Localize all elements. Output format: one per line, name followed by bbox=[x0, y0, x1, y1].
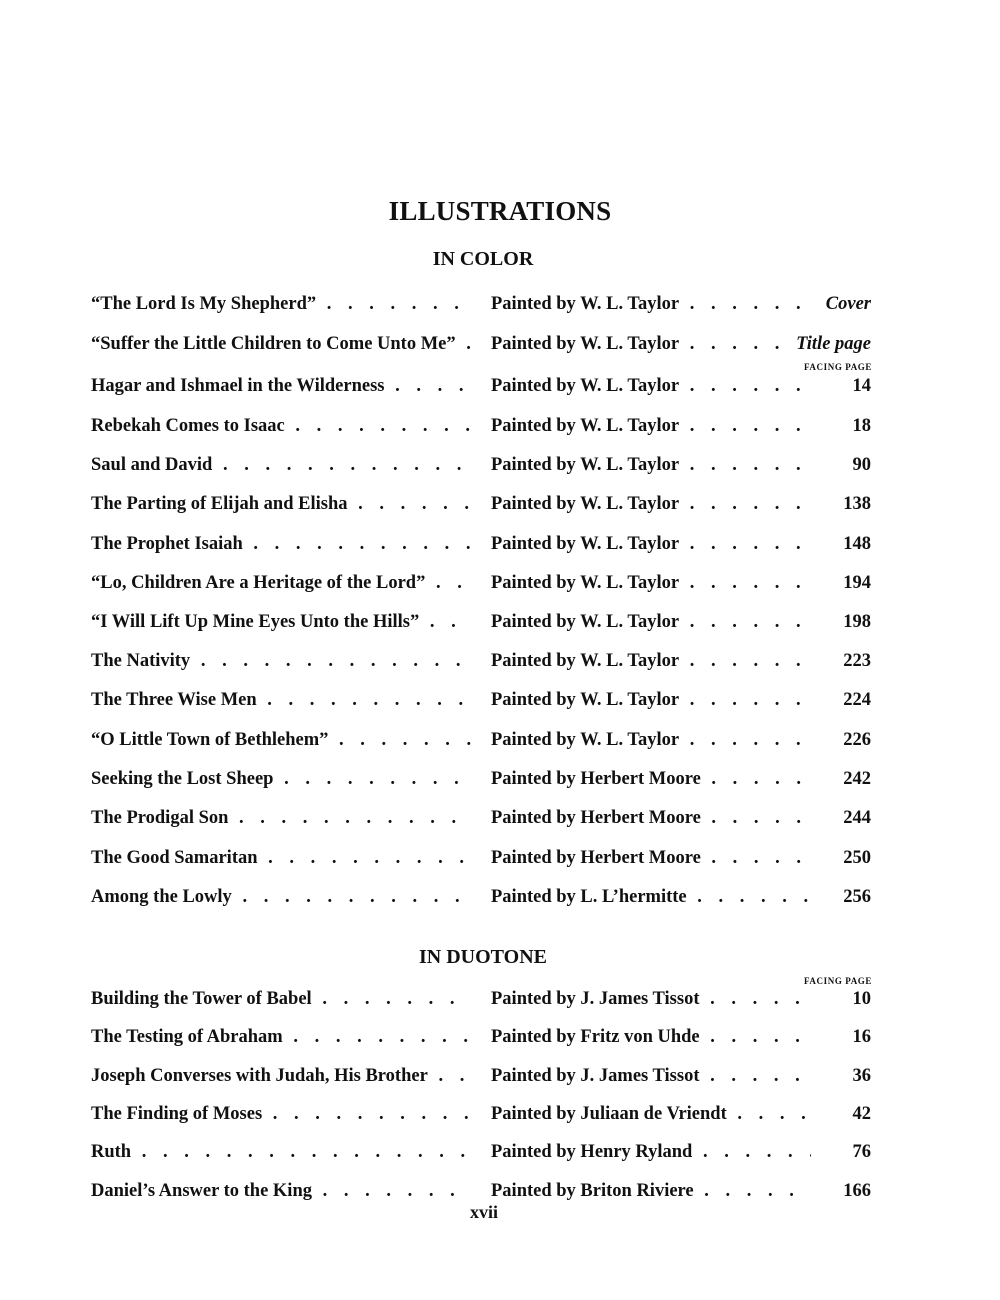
illustration-page: 90 bbox=[847, 453, 872, 477]
illustration-page: 250 bbox=[837, 846, 871, 870]
illustration-entry bbox=[0, 1025, 1000, 1055]
illustration-artist: Painted by Juliaan de Vriendt . . . bbox=[491, 1102, 811, 1126]
illustration-title: “O Little Town of Bethlehem” . . . bbox=[91, 728, 471, 752]
illustration-title: Saul and David . . . bbox=[91, 453, 471, 477]
illustration-page: 224 bbox=[837, 688, 871, 712]
illustration-title: Among the Lowly . . . bbox=[91, 885, 471, 909]
illustration-title: The Finding of Moses . . . bbox=[91, 1102, 471, 1126]
illustration-artist: Painted by W. L. Taylor . . . bbox=[491, 453, 811, 477]
illustration-entry bbox=[0, 374, 1000, 404]
illustration-artist: Painted by J. James Tissot . . . bbox=[491, 1064, 811, 1088]
illustration-artist: Painted by W. L. Taylor . . . bbox=[491, 532, 811, 556]
illustration-page: 194 bbox=[837, 571, 871, 595]
illustration-artist: Painted by W. L. Taylor . . . bbox=[491, 649, 811, 673]
illustration-title: The Good Samaritan . . . bbox=[91, 846, 471, 870]
page-title: ILLUSTRATIONS bbox=[388, 196, 612, 226]
illustration-page: 16 bbox=[847, 1025, 872, 1049]
illustration-artist: Painted by Fritz von Uhde . . . bbox=[491, 1025, 811, 1049]
illustration-page: 244 bbox=[837, 806, 871, 830]
illustration-title: “Suffer the Little Children to Come Unto Me” . . . bbox=[91, 332, 471, 356]
illustration-artist: Painted by W. L. Taylor . . . bbox=[491, 374, 811, 398]
illustration-entry bbox=[0, 1140, 1000, 1170]
illustration-entry bbox=[0, 806, 1000, 836]
facing-page-label-color: FACING PAGE bbox=[803, 362, 872, 372]
illustration-page: 76 bbox=[847, 1140, 872, 1164]
illustration-title: Rebekah Comes to Isaac . . . bbox=[91, 414, 471, 438]
section-heading-color: IN COLOR bbox=[432, 248, 534, 270]
illustration-entry bbox=[0, 688, 1000, 718]
illustration-entry bbox=[0, 649, 1000, 679]
illustration-entry bbox=[0, 492, 1000, 522]
illustration-page: 14 bbox=[847, 374, 872, 398]
illustration-artist: Painted by Herbert Moore . . . bbox=[491, 767, 811, 791]
illustration-title: Seeking the Lost Sheep . . . bbox=[91, 767, 471, 791]
illustration-artist: Painted by J. James Tissot . . . bbox=[491, 987, 811, 1011]
illustration-entry bbox=[0, 292, 1000, 322]
illustration-title: Joseph Converses with Judah, His Brother . . . bbox=[91, 1064, 471, 1088]
illustration-page: 36 bbox=[847, 1064, 872, 1088]
illustration-artist: Painted by Briton Riviere . . . bbox=[491, 1179, 811, 1203]
illustration-title: Building the Tower of Babel . . . bbox=[91, 987, 471, 1011]
illustration-entry bbox=[0, 532, 1000, 562]
illustration-artist: Painted by W. L. Taylor . . . bbox=[491, 728, 811, 752]
illustration-title: “I Will Lift Up Mine Eyes Unto the Hills” . . . bbox=[91, 610, 471, 634]
illustration-entry bbox=[0, 846, 1000, 876]
illustration-entry bbox=[0, 767, 1000, 797]
illustration-title: “The Lord Is My Shepherd” . . . bbox=[91, 292, 471, 316]
illustration-page: 256 bbox=[837, 885, 871, 909]
illustration-title: The Prodigal Son . . . bbox=[91, 806, 471, 830]
illustration-entry bbox=[0, 453, 1000, 483]
illustration-entry bbox=[0, 1102, 1000, 1132]
illustration-entry bbox=[0, 987, 1000, 1017]
illustration-title: Hagar and Ishmael in the Wilderness . . . bbox=[91, 374, 471, 398]
illustration-page: 223 bbox=[837, 649, 871, 673]
illustration-title: The Nativity . . . bbox=[91, 649, 471, 673]
illustration-artist: Painted by W. L. Taylor . . . bbox=[491, 492, 811, 516]
illustration-title: “Lo, Children Are a Heritage of the Lord” . . . bbox=[91, 571, 471, 595]
illustration-artist: Painted by W. L. Taylor . . . bbox=[491, 610, 811, 634]
illustration-title: Ruth . . . bbox=[91, 1140, 471, 1164]
illustration-artist: Painted by L. L’hermitte . . . bbox=[491, 885, 811, 909]
illustration-title: Daniel’s Answer to the King . . . bbox=[91, 1179, 471, 1203]
illustration-title: The Prophet Isaiah . . . bbox=[91, 532, 471, 556]
page-number: xvii bbox=[469, 1202, 498, 1222]
illustration-title: The Testing of Abraham . . . bbox=[91, 1025, 471, 1049]
illustration-title: The Three Wise Men . . . bbox=[91, 688, 471, 712]
illustration-artist: Painted by Herbert Moore . . . bbox=[491, 806, 811, 830]
illustration-page: 166 bbox=[837, 1179, 871, 1203]
illustration-artist: Painted by W. L. Taylor . . . bbox=[491, 332, 811, 356]
illustration-artist: Painted by W. L. Taylor . . . bbox=[491, 571, 811, 595]
illustration-artist: Painted by W. L. Taylor . . . bbox=[491, 292, 811, 316]
illustration-page: 42 bbox=[847, 1102, 872, 1126]
illustration-page: 242 bbox=[837, 767, 871, 791]
illustration-entry bbox=[0, 885, 1000, 915]
illustration-entry bbox=[0, 728, 1000, 758]
illustration-artist: Painted by W. L. Taylor . . . bbox=[491, 414, 811, 438]
illustration-artist: Painted by W. L. Taylor . . . bbox=[491, 688, 811, 712]
facing-page-label-duotone: FACING PAGE bbox=[803, 976, 872, 986]
illustration-artist: Painted by Henry Ryland . . . bbox=[491, 1140, 811, 1164]
illustration-page: 148 bbox=[837, 532, 871, 556]
illustration-title: The Parting of Elijah and Elisha . . . bbox=[91, 492, 471, 516]
illustration-page: 10 bbox=[847, 987, 872, 1011]
illustration-entry bbox=[0, 414, 1000, 444]
illustration-entry bbox=[0, 610, 1000, 640]
illustration-page: 18 bbox=[847, 414, 872, 438]
section-heading-duotone: IN DUOTONE bbox=[419, 946, 547, 968]
illustration-page: 226 bbox=[837, 728, 871, 752]
illustration-artist: Painted by Herbert Moore . . . bbox=[491, 846, 811, 870]
illustration-page: 138 bbox=[837, 492, 871, 516]
illustration-entry bbox=[0, 1064, 1000, 1094]
illustration-entry bbox=[0, 332, 1000, 362]
illustration-page: Title page bbox=[790, 332, 871, 356]
illustration-entry bbox=[0, 571, 1000, 601]
illustration-page: 198 bbox=[837, 610, 871, 634]
illustration-page: Cover bbox=[820, 292, 871, 316]
